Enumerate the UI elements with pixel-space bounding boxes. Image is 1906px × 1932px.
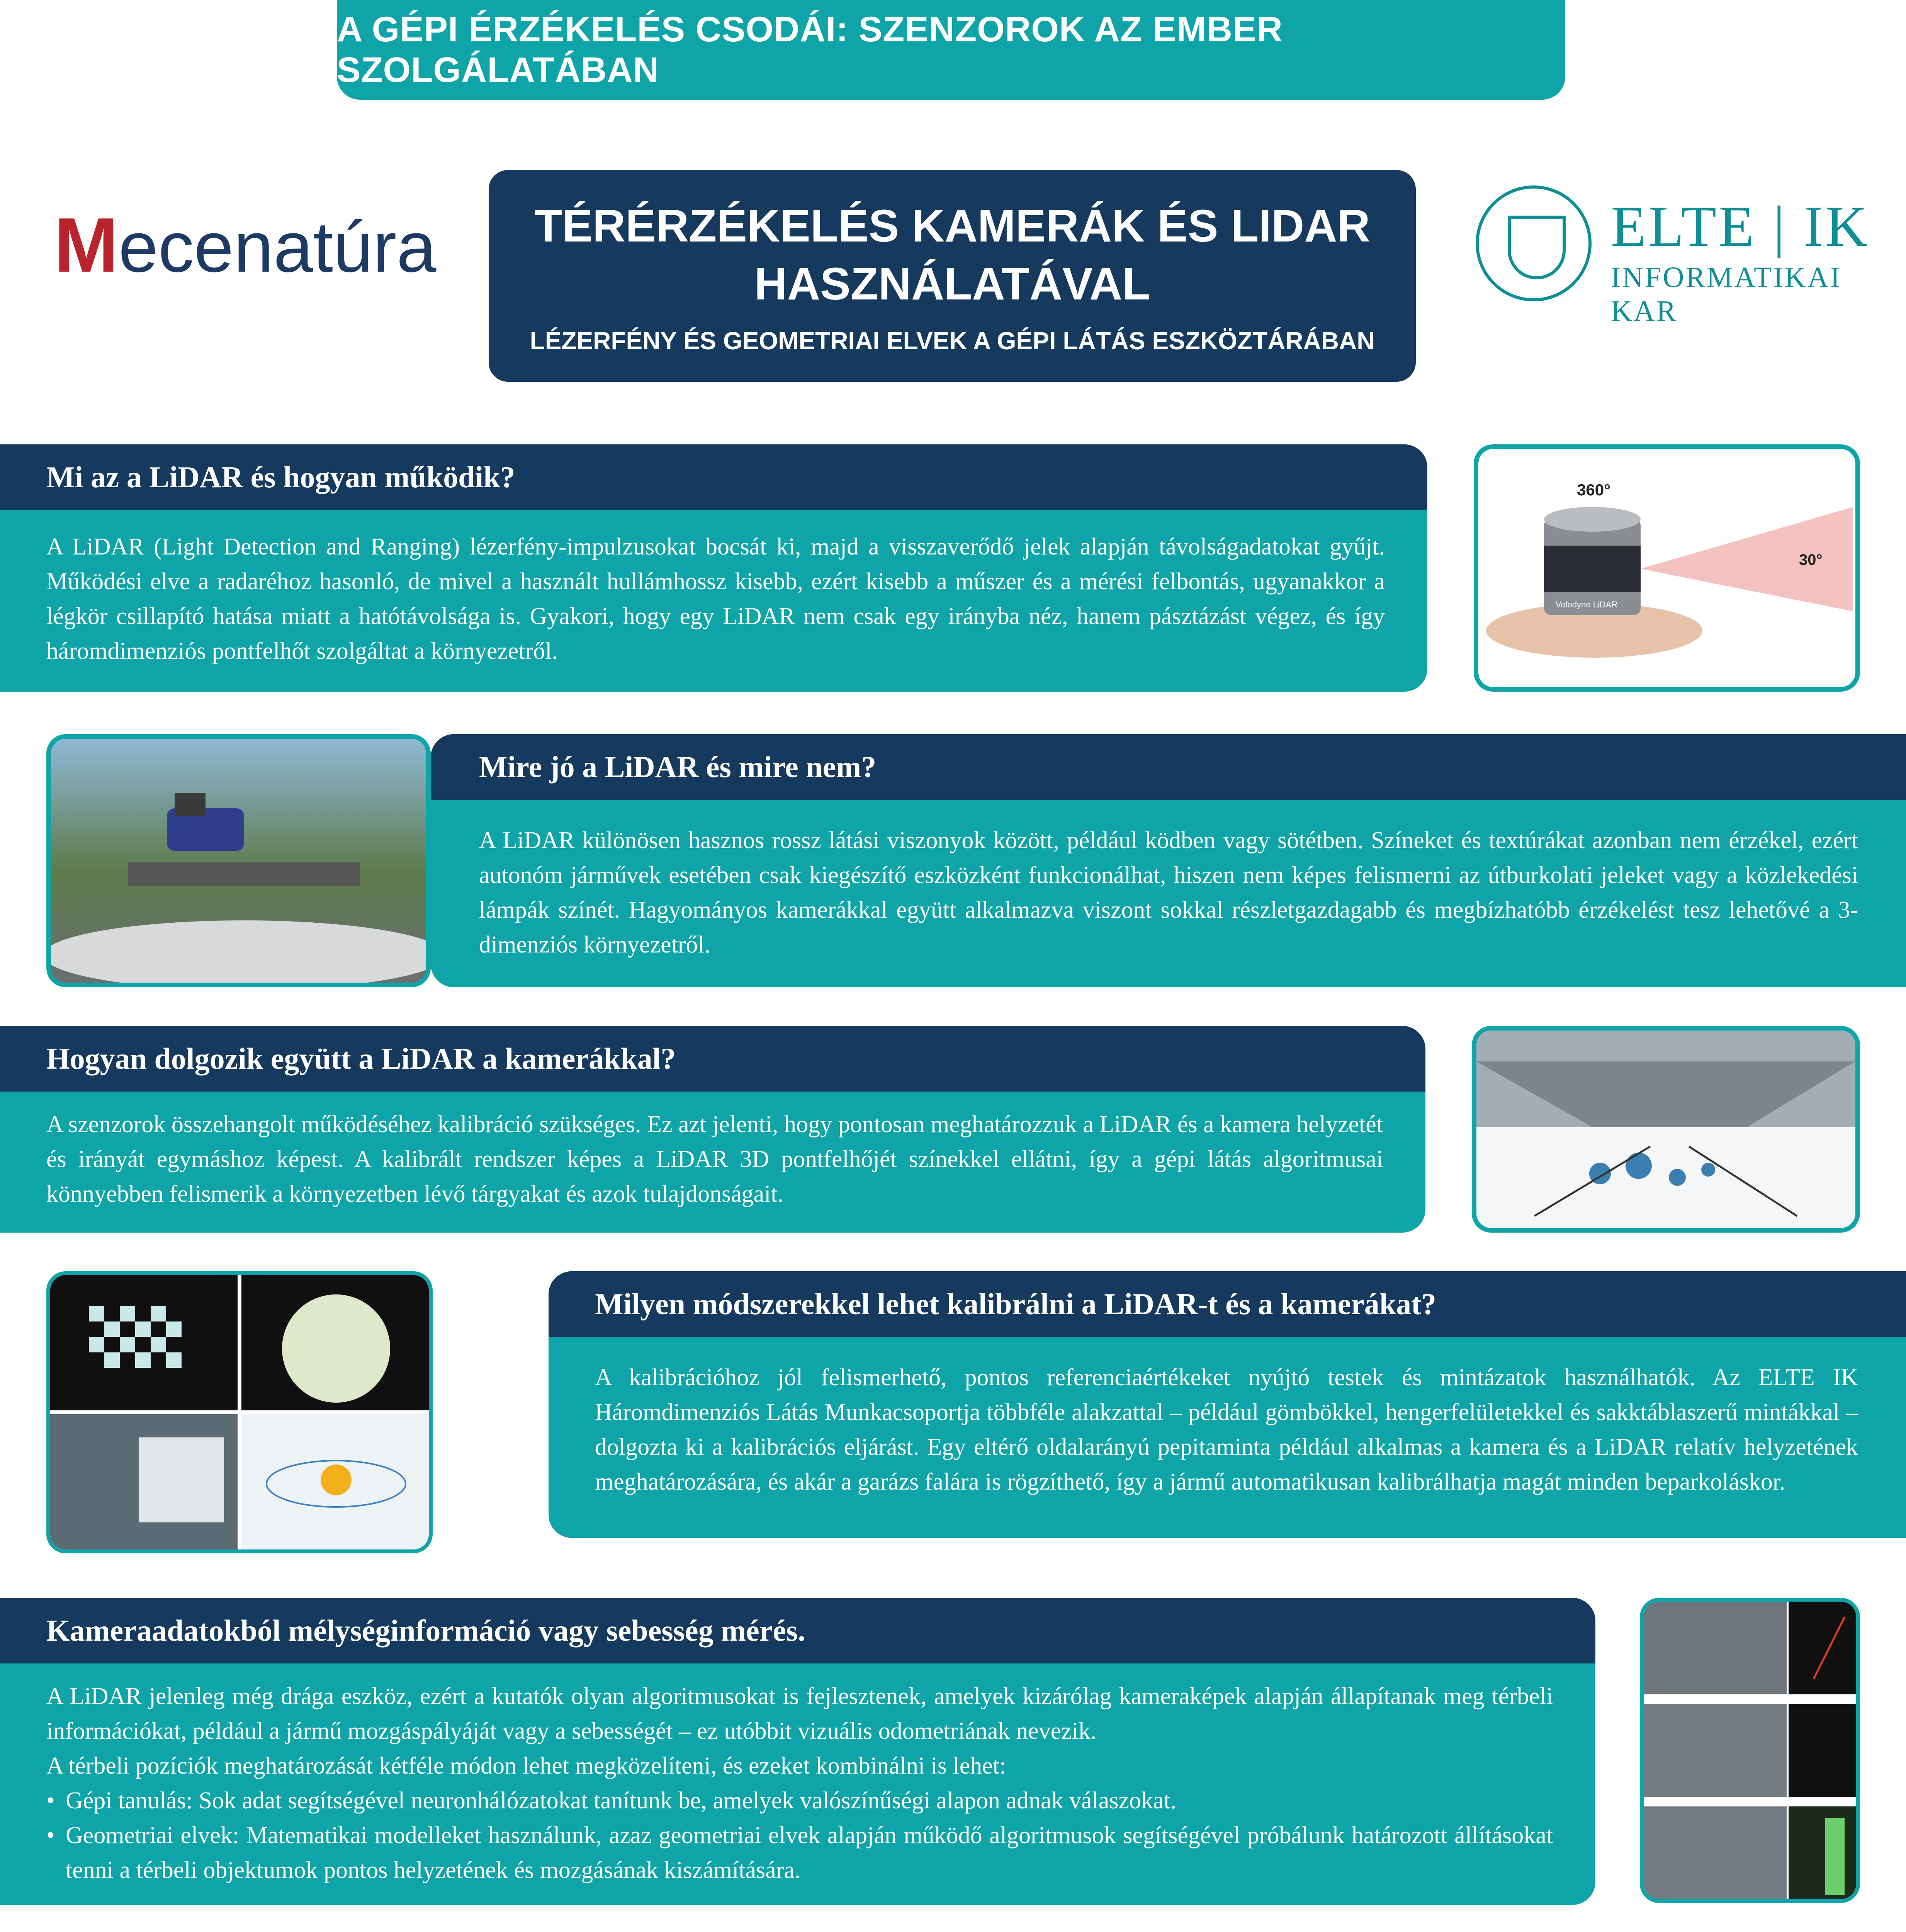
section-5-body <box>46 1679 1553 1888</box>
title-line-1: TÉRÉRZÉKELÉS KAMERÁK ÉS LIDAR <box>534 201 1370 252</box>
velodyne-label: Velodyne LiDAR <box>1556 600 1618 609</box>
depth-estimation-image <box>1640 1598 1860 1903</box>
section-2-header <box>431 734 1906 800</box>
top-banner <box>337 0 1565 100</box>
elte-crest-icon <box>1476 185 1592 301</box>
road-pointcloud-image <box>1472 1026 1860 1233</box>
title-subtitle: LÉZERFÉNY ÉS GEOMETRIAI ELVEK A GÉPI LÁTÁS ESZKÖZTÁRÁBAN <box>530 327 1375 355</box>
elte-ik-logo <box>1476 185 1881 327</box>
banner-text: A GÉPI ÉRZÉKELÉS CSODÁI: SZENZOROK AZ EMBER SZOLGÁLATÁBAN <box>337 10 1283 90</box>
section-3-header <box>0 1026 1425 1092</box>
section-1-header <box>0 444 1427 510</box>
section-5-para-2: A térbeli pozíciók meghatározását kétféle módon lehet megközelíteni, és ezeket kombinálni is lehet: <box>46 1753 1006 1779</box>
elte-sub: INFORMATIKAI KAR <box>1611 261 1841 327</box>
section-5-header <box>0 1598 1595 1663</box>
calibration-patterns-image <box>46 1271 433 1553</box>
deg360-label: 360° <box>1577 481 1610 499</box>
lidar-device-image <box>1474 444 1860 692</box>
elte-name: ELTE | IK <box>1611 194 1870 259</box>
section-3-body: A szenzorok összehangolt működéséhez kalibráció szükséges. Ez azt jelenti, hogy pontosan meghatározzuk a LiDAR és a kamera helyzetét és irányát egymáshoz képest. A kalibrált rendszer képes a LiDAR 3D pontfelhőjét színekkel ellátni, így a gépi látás algoritmusai könnyebben felismerik a környezetben lévő tárgyakat és azok tulajdonságait. <box>46 1111 1383 1207</box>
section-3-heading: Hogyan dolgozik együtt a LiDAR a kamerákkal? <box>46 1042 676 1075</box>
section-4-body: A kalibrációhoz jól felismerhető, pontos referenciaértékeket nyújtó testek és mintázatok használhatók. Az ELTE IK Háromdimenziós Látás Munkacsoportja többféle alakzattal – például gömbökkel, hengerfelületekkel és sakktáblaszerű mintákkal – dolgozta ki a kalibrációs eljárást. Egy eltérő oldalarányú pepitaminta például alkalmas a kamera és a LiDAR relatív helyzetének meghatározására, és akár a garázs falára is rögzíthető, így a jármű automatikusan kalibrálhatja magát minden beparkoláskor. <box>595 1364 1858 1495</box>
section-5-bullet-1: • Gépi tanulás: Sok adat segítségével neuronhálózatokat tanítunk be, amelyek valószínűségi alapon adnak válaszokat. <box>46 1787 1177 1814</box>
section-5-heading: Kameraadatokból mélységinformáció vagy sebesség mérés. <box>46 1614 805 1647</box>
section-4-heading: Milyen módszerekkel lehet kalibrálni a LiDAR-t és a kamerákat? <box>595 1287 1437 1321</box>
section-1-body: A LiDAR (Light Detection and Ranging) lézerfény-impulzusokat bocsát ki, majd a visszaverődő jelek alapján távolságadatokat gyűjt. Működési elve a radaréhoz hasonló, de mivel a használt hullámhossz kisebb, ezért kisebb a műszer és a mérési felbontás, ugyanakkor a légkör csillapító hatása miatt a hatótávolsága is. Gyakori, hogy egy LiDAR nem csak egy irányba néz, hanem pásztázást végez, és így háromdimenziós pontfelhőt szolgáltat a környezetről. <box>46 534 1385 664</box>
section-5-para-1: A LiDAR jelenleg még drága eszköz, ezért a kutatók olyan algoritmusokat is fejlesztenek, amelyek kizárólag kameraképek alapján állapítanak meg térbeli információkat, például a jármű mozgáspályáját vagy a sebességét – ez utóbbit vizuális odometriának nevezik. <box>46 1683 1553 1744</box>
deg30-label: 30° <box>1799 551 1823 568</box>
car-lidar-photo <box>46 734 431 987</box>
mecenatura-logo: Mecenatúra <box>54 202 437 288</box>
main-title-box <box>489 170 1416 382</box>
title-line-2: HASZNÁLATÁVAL <box>754 259 1150 310</box>
section-4-header <box>549 1271 1906 1337</box>
section-1-heading: Mi az a LiDAR és hogyan működik? <box>46 460 515 494</box>
section-2-heading: Mire jó a LiDAR és mire nem? <box>479 750 877 784</box>
section-2-body: A LiDAR különösen hasznos rossz látási viszonyok között, például ködben vagy sötétben. Színeket és textúrákat azonban nem érzékel, ezért autonóm járművek esetében csak kiegészítő eszközként funkcionálhat, hiszen nem képes felismerni az útburkolati jeleket vagy a közlekedési lámpák színét. Hagyományos kamerákkal együtt alkalmazva viszont sokkal részletgazdagabb és megbízhatóbb érzékelést tesz lehetővé a 3-dimenziós környezetről. <box>479 827 1858 958</box>
section-5-bullet-2: • Geometriai elvek: Matematikai modelleket használunk, azaz geometriai elvek alapján működő algoritmusok segítségével próbálunk határozott állításokat tenni a térbeli objektumok pontos helyzetének és mozgásának kiszámítására. <box>46 1822 1553 1883</box>
